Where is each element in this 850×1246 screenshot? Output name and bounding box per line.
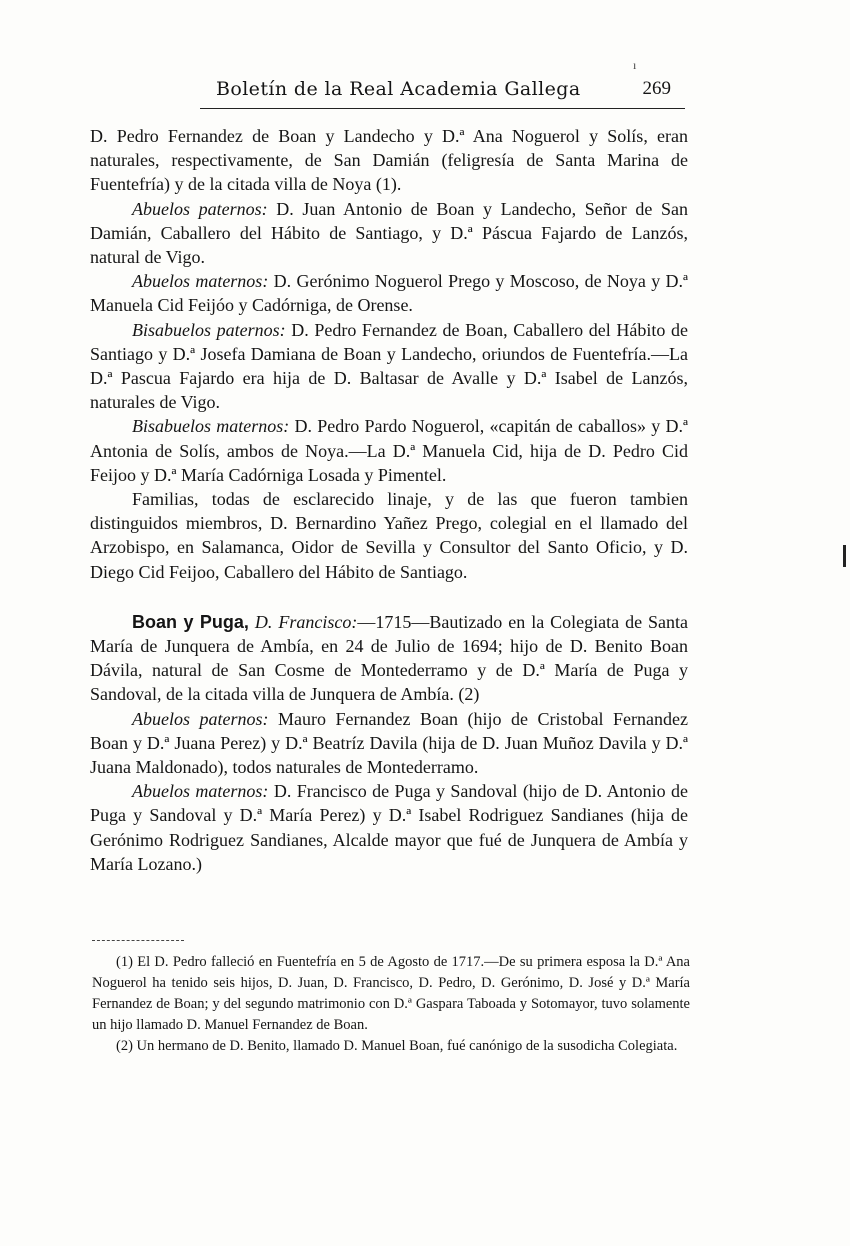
page-number: 269 — [642, 78, 671, 99]
paragraph-label: Abuelos maternos: — [132, 271, 269, 292]
paragraph: Bisabuelos paternos: D. Pedro Fernandez de Boan, Caballero del Hábito de Santiago y D.ª Josefa Damiana de Boan y Landecho, oriundos de Fuentefría.—La D.ª Pascua Fajardo era hija de D. Baltasar de Avalle y D.ª Isabel de Lanzós, naturales de Vigo. — [90, 319, 688, 413]
entry-name: Boan y Puga, — [132, 611, 249, 632]
page-header — [200, 78, 685, 109]
paragraph: Familias, todas de esclarecido linaje, y de las que fueron tambien distinguidos miembros, D. Bernardino Yañez Prego, colegial en el llamado del Arzobispo, en Salamanca, Oidor de Sevilla y Consultor del Santo Oficio, y D. Diego Cid Feijoo, Caballero del Hábito de Santiago. — [90, 489, 688, 582]
paragraph-label: Bisabuelos paternos: — [132, 319, 286, 340]
paragraph: Abuelos maternos: D. Francisco de Puga y Sandoval (hijo de D. Antonio de Puga y Sandoval y D.ª María Perez) y D.ª Isabel Rodriguez Sandianes (hija de Gerónimo Rodriguez Sandianes, Alcalde mayor que fué de Junquera de Ambía y María Lozano.) — [90, 781, 688, 874]
footnote: (1) El D. Pedro falleció en Fuentefría en 5 de Agosto de 1717.—De su primera esposa la D.ª Ana Noguerol ha tenido seis hijos, D. Juan, D. Francisco, D. Pedro, D. Gerónimo, D. José y D.ª María Fernandez de Boan; y del segundo matrimonio con D.ª Gaspara Taboada y Sotomayor, tuvo solamente un hijo llamado D. Manuel Fernandez de Boan. — [92, 954, 690, 1033]
paragraph: Abuelos paternos: D. Juan Antonio de Boan y Landecho, Señor de San Damián, Caballero del Hábito de Santiago, y D.ª Páscua Fajardo de Lanzós, natural de Vigo. — [90, 198, 689, 268]
entry-heading-paragraph: Boan y Puga, D. Francisco:—1715—Bautizado en la Colegiata de Santa María de Junquera de Ambía, en 24 de Julio de 1694; hijo de D. Benito Boan Dávila, natural de San Cosme de Montederramo y de D.ª María de Puga y Sandoval, de la citada villa de Junquera de Ambía. (2) — [90, 611, 688, 705]
paragraph-label: Abuelos paternos: — [132, 198, 268, 219]
paragraph-label: Bisabuelos maternos: — [132, 416, 290, 437]
entry-subname: D. Francisco: — [248, 611, 358, 632]
paragraph: Abuelos paternos: Mauro Fernandez Boan (hijo de Cristobal Fernandez Boan y D.ª Juana Perez) y D.ª Beatríz Davila (hija de D. Juan Muñoz Davila y D.ª Juana Maldonado), todos naturales de Montederramo. — [90, 708, 688, 778]
paragraph: Bisabuelos maternos: D. Pedro Pardo Noguerol, «capitán de caballos» y D.ª Antonia de Solís, ambos de Noya.—La D.ª Manuela Cid, hija de D. Pedro Cid Feijoo y D.ª María Cadórniga Losada y Pimentel. — [90, 416, 688, 485]
running-title: Boletín de la Real Academia Gallega — [216, 78, 581, 100]
paragraph-label: Abuelos maternos: — [132, 781, 269, 802]
paragraph-label: Abuelos paternos: — [132, 708, 269, 729]
footnote: (2) Un hermano de D. Benito, llamado D. Manuel Boan, fué canónigo de la susodicha Colegiata. — [116, 1038, 678, 1054]
margin-mark: ı — [633, 58, 637, 72]
paragraph: Abuelos maternos: D. Gerónimo Noguerol Prego y Moscoso, de Noya y D.ª Manuela Cid Feijóo y Cadórniga, de Orense. — [90, 271, 688, 316]
footnote-rule — [92, 940, 184, 941]
margin-bar — [843, 545, 846, 567]
body-text — [90, 124, 688, 876]
footnotes — [92, 952, 690, 1057]
paragraph: D. Pedro Fernandez de Boan y Landecho y D.ª Ana Noguerol y Solís, eran naturales, respectivamente, de San Damián (feligresía de Santa Marina de Fuentefría) y de la citada villa de Noya (1). — [90, 126, 688, 195]
